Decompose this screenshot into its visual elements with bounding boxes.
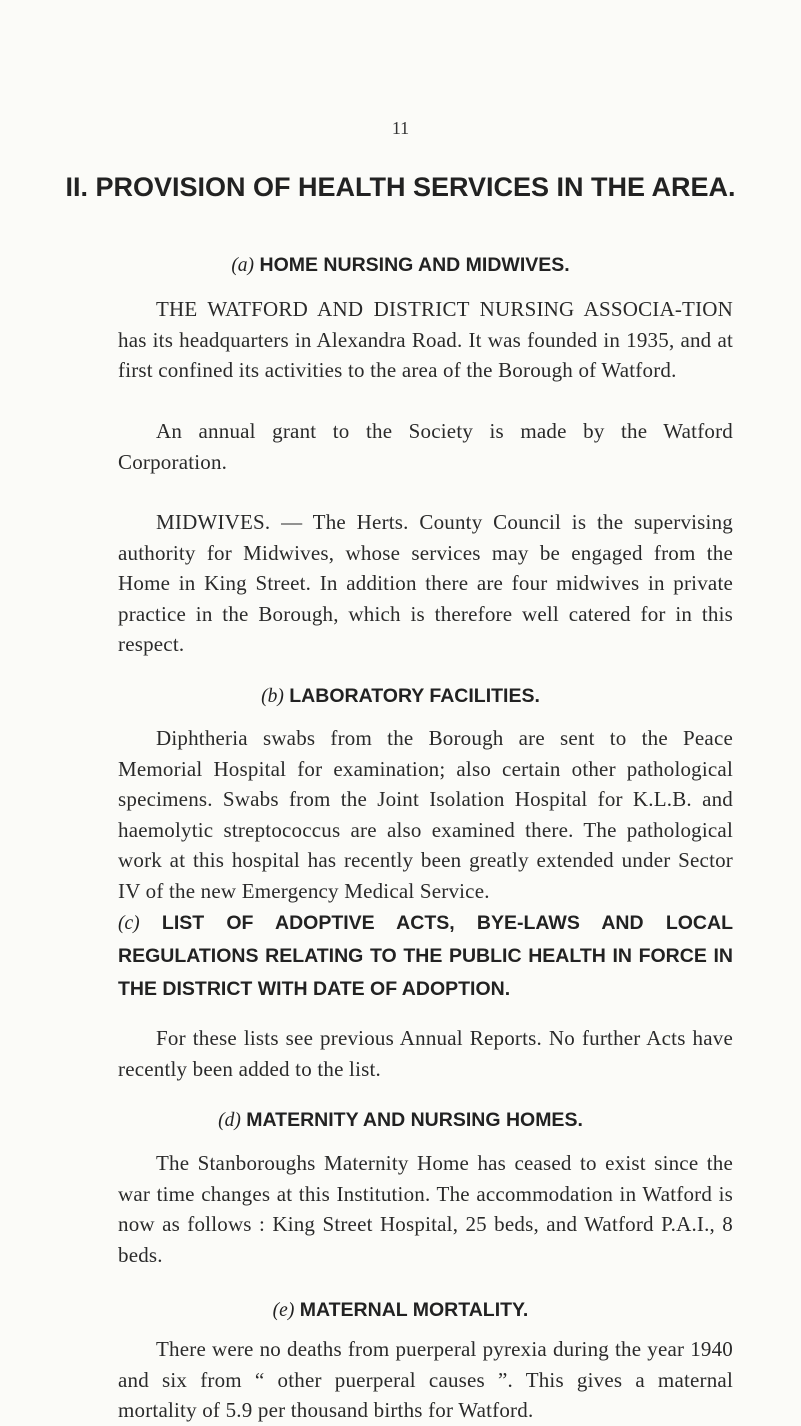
- section-d-title: MATERNITY AND NURSING HOMES.: [246, 1109, 583, 1131]
- section-d-heading: [0, 1109, 801, 1132]
- section-a-letter: (a): [231, 255, 255, 276]
- section-e-heading: [0, 1299, 801, 1322]
- section-e-letter: (e): [272, 1300, 295, 1321]
- section-d-paragraph-1: The Stanboroughs Maternity Home has ceased to exist since the war time changes at this Institution. The accommodation in Watford is now as follows : King Street Hospital, 25 beds, and Watford P.A.I., 8 beds.: [118, 1151, 733, 1267]
- section-b-paragraph-1: Diphtheria swabs from the Borough are sent to the Peace Memorial Hospital for examination; also certain other pathological specimens. Swabs from the Joint Isolation Hospital for K.L.B. and haemolytic streptococcus are also examined there. The pathological work at this hospital has recently been greatly extended under Sector IV of the new Emergency Medical Service.: [118, 726, 733, 903]
- page-title: II. PROVISION OF HEALTH SERVICES IN THE AREA.: [65, 172, 736, 202]
- section-a-paragraph-3: MIDWIVES. — The Herts. County Council is the supervising authority for Midwives, whose services may be engaged from the Home in King Street. In addition there are four midwives in private practice in the Borough, which is therefore well catered for in this respect.: [118, 510, 733, 656]
- section-a-heading: [0, 254, 801, 277]
- section-b-letter: (b): [261, 686, 284, 707]
- section-a-title: HOME NURSING AND MIDWIVES.: [259, 254, 570, 276]
- section-a-paragraph-1: THE WATFORD AND DISTRICT NURSING ASSOCIA-TION has its headquarters in Alexandra Road. It was founded in 1935, and at first confined its activities to the area of the Borough of Watford.: [118, 297, 733, 382]
- section-c-paragraph-1: For these lists see previous Annual Reports. No further Acts have recently been added to the list.: [118, 1026, 733, 1081]
- page-number: 11: [391, 118, 410, 138]
- section-c-letter: (c): [118, 913, 140, 934]
- section-d-letter: (d): [218, 1110, 241, 1131]
- section-e-paragraph-1: There were no deaths from puerperal pyrexia during the year 1940 and six from “ other puerperal causes ”. This gives a maternal mortality of 5.9 per thousand births for Watford.: [118, 1337, 733, 1422]
- section-c-heading: [118, 907, 733, 1006]
- section-e-title: MATERNAL MORTALITY.: [299, 1299, 529, 1321]
- section-a-paragraph-2: An annual grant to the Society is made by the Watford Corporation.: [118, 419, 733, 474]
- section-b-heading: [0, 685, 801, 708]
- section-c-title: LIST OF ADOPTIVE ACTS, BYE-LAWS AND LOCAL REGULATIONS RELATING TO THE PUBLIC HEALTH IN FORCE IN THE DISTRICT WITH DATE OF ADOPTION.: [118, 912, 733, 1000]
- section-b-title: LABORATORY FACILITIES.: [289, 685, 540, 707]
